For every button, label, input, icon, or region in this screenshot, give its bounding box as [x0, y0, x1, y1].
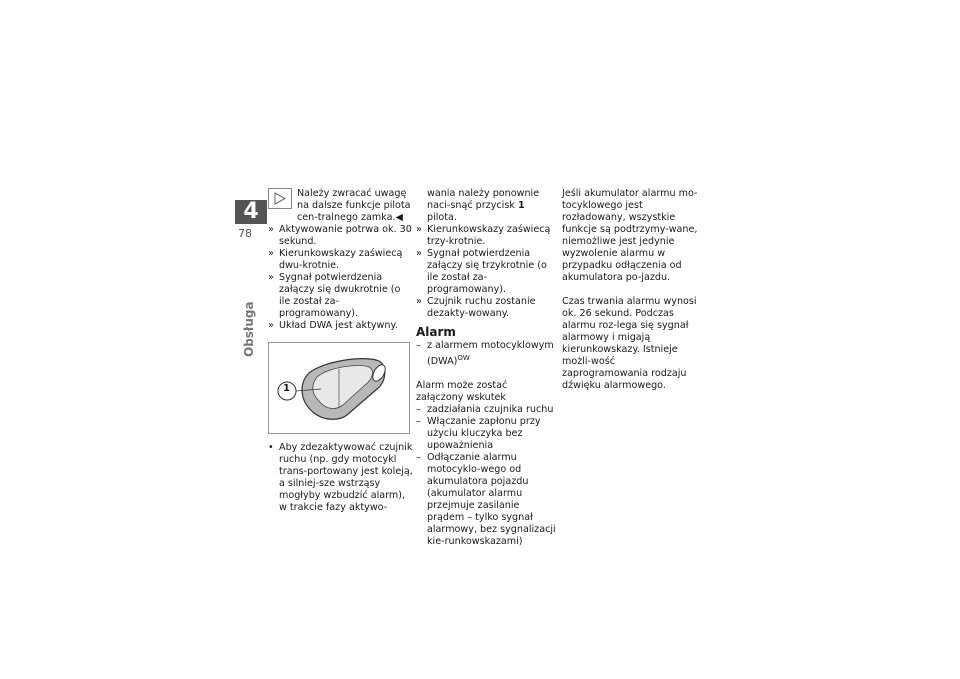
- column-1: [268, 188, 413, 514]
- list-item: » Sygnał potwierdzenia załączy się trzykrotnie (o ile został za-programowany).: [416, 248, 556, 296]
- column-2: [416, 188, 556, 548]
- list-item: • Aby zdezaktywować czujnik ruchu (np. gdy motocykl trans-portowany jest koleją, a silniej-sze wstrząsy mogłyby wzbudzić alarm), w trakcie fazy aktywo-: [268, 442, 413, 514]
- keyfob-figure: [268, 342, 410, 434]
- chapter-number: 4: [235, 200, 267, 224]
- paragraph: Jeśli akumulator alarmu mo-tocyklowego jest rozładowany, wszystkie funkcje są podtrzymy-wane, niemożliwe jest jedynie wyzwolenie alarmu w przypadku odłączenia od akumulatora po-jazdu.: [562, 188, 698, 283]
- result-list: [416, 224, 556, 320]
- list-item: – z alarmem motocyklowym (DWA)$^{OW}$: [416, 340, 556, 368]
- continued-paragraph: wania należy ponownie naci-snąć przycisk 1 pilota.: [427, 188, 540, 223]
- alarm-equipment-list: [416, 340, 556, 368]
- note: [268, 188, 413, 224]
- result-list: [268, 224, 413, 332]
- bullet-list: [268, 442, 413, 514]
- list-item: » Układ DWA jest aktywny.: [268, 320, 413, 332]
- section-label: Obsługa: [242, 301, 256, 357]
- list-item: » Czujnik ruchu zostanie dezakty-wowany.: [416, 296, 556, 320]
- list-item: » Kierunkowskazy zaświecą dwu-krotnie.: [268, 248, 413, 272]
- list-item: – zadziałania czujnika ruchu: [416, 404, 556, 416]
- note-text: Należy zwracać uwagę na dalsze funkcje pilota cen-tralnego zamka.: [297, 188, 411, 223]
- list-item: » Aktywowanie potrwa ok. 30 sekund.: [268, 224, 413, 248]
- button-ref: 1: [517, 200, 525, 211]
- alarm-intro: Alarm może zostać załączony wskutek: [416, 380, 508, 404]
- figure-callout-label: 1: [283, 383, 290, 394]
- page-number: 78: [238, 227, 252, 240]
- list-item: » Sygnał potwierdzenia załączy się dwukrotnie (o ile został za-programowany).: [268, 272, 413, 320]
- column-3: [562, 188, 702, 392]
- equipment-code: OW: [457, 354, 470, 362]
- note-end-mark: ◀: [395, 212, 403, 223]
- list-item: – Odłączanie alarmu motocyklo-wego od akumulatora pojazdu (akumulator alarmu przejmuje zasilanie prądem – tylko sygnał alarmowy, bez sygnalizacji kie-runkowskazami): [416, 452, 556, 548]
- paragraph: Czas trwania alarmu wynosi ok. 26 sekund. Podczas alarmu roz-lega się sygnał alarmowy i migają kierunkowskazy. Istnieje możli-wość zaprogramowania rodzaju dźwięku alarmowego.: [562, 296, 697, 391]
- trigger-list: [416, 404, 556, 548]
- list-item: » Kierunkowskazy zaświecą trzy-krotnie.: [416, 224, 556, 248]
- alarm-heading: Alarm: [416, 325, 456, 339]
- list-item: – Włączanie zapłonu przy użyciu kluczyka bez upoważnienia: [416, 416, 556, 452]
- note-triangle-icon: [268, 188, 292, 209]
